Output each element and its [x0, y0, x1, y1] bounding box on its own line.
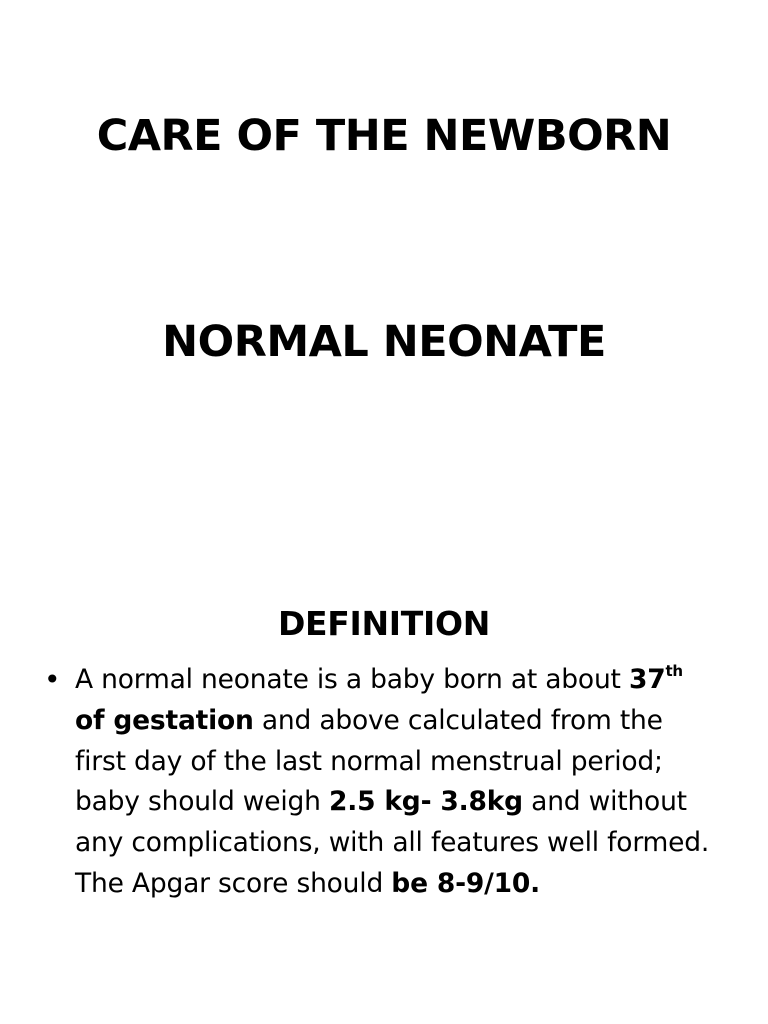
definition-text-intro: A normal neonate is a baby born at about [75, 664, 629, 695]
definition-bullet-item [0, 660, 768, 905]
definition-bullet-list [0, 660, 768, 905]
definition-weight-range: 2.5 kg- 3.8kg [329, 786, 523, 818]
definition-text-period: and above calculated from the first day of the last normal menstrual period; baby should weigh [75, 704, 663, 818]
definition-gestation-label: of gestation [75, 704, 254, 736]
slide-title: CARE OF THE NEWBORN [96, 111, 672, 161]
definition-text-features: and without any complications, with all features well formed. The Apgar score should [75, 786, 710, 899]
definition-apgar-score: be 8-9/10. [391, 867, 540, 899]
definition-gestation-weeks: 37 [628, 664, 666, 695]
section-heading-definition: DEFINITION [277, 604, 491, 643]
definition-ordinal-suffix: th [665, 662, 683, 680]
bullet-icon: • [44, 663, 61, 696]
slide-subtitle: NORMAL NEONATE [162, 317, 606, 367]
